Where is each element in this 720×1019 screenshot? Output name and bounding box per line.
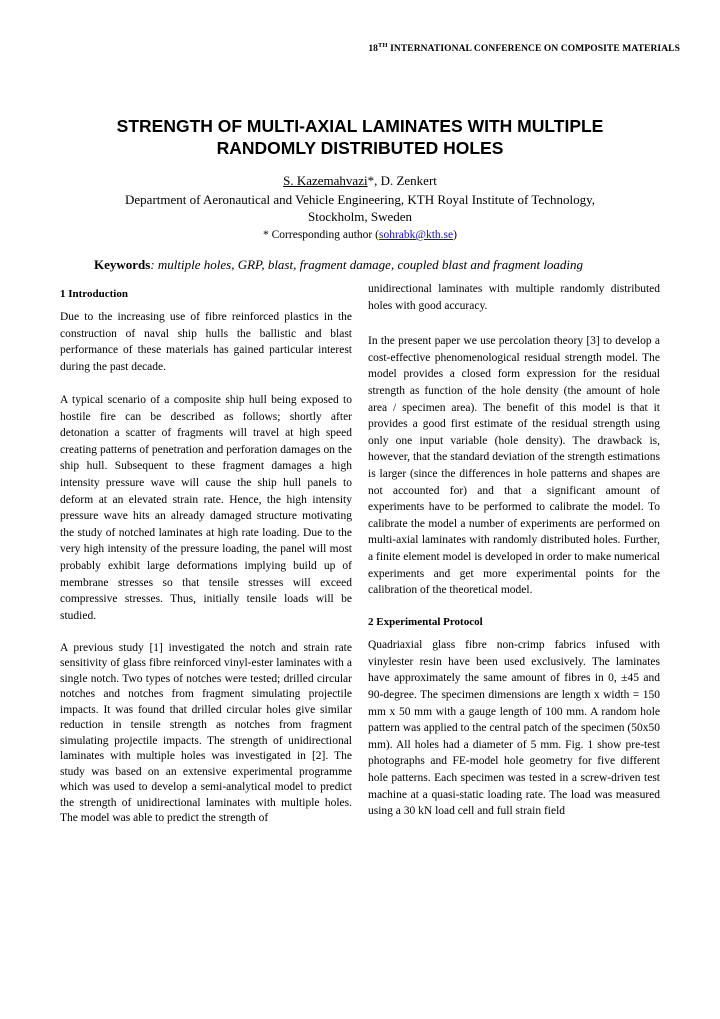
corresponding-prefix: * Corresponding author (	[263, 229, 379, 241]
email-link[interactable]: sohrabk@kth.se	[378, 229, 454, 241]
paper-title	[60, 115, 660, 159]
section-heading-introduction: 1 Introduction	[60, 288, 128, 300]
intro-paragraph-continued: unidirectional laminates with multiple randomly distributed holes with good accuracy.	[368, 283, 660, 312]
header-superscript: TH	[378, 42, 388, 49]
intro-paragraph-3: A previous study [1] investigated the notch and strain rate sensitivity of glass fibre reinforced vinyl-ester laminates with a single notch. Two types of notches were tested; drilled circular notches and notches from fragment simulating projectile impacts. It was found that drilled circular holes give similar reduction in tensile strength as notches from fragment simulating projectile impacts. The strength of unidirectional laminates with multiple holes was investigated in [2]. The study was based on an extensive experimental programme which was used to develop a semi-analytical model to predict the strength of unidirectional laminates with multiple holes. The model was able to predict the strength of	[60, 641, 352, 825]
title-line-2: RANDOMLY DISTRIBUTED HOLES	[216, 138, 504, 158]
header-rest: INTERNATIONAL CONFERENCE ON COMPOSITE MATERIALS	[387, 44, 680, 55]
intro-paragraph-1: Due to the increasing use of fibre reinforced plastics in the construction of naval ship hulls the ballistic and blast performance of these materials has gained particular interest during the past decade.	[60, 311, 352, 373]
keywords-text: : multiple holes, GRP, blast, fragment damage, coupled blast and fragment loading	[150, 257, 584, 272]
corresponding-suffix: )	[453, 229, 457, 241]
keywords-line	[94, 256, 654, 273]
title-line-1: STRENGTH OF MULTI-AXIAL LAMINATES WITH MULTIPLE	[116, 116, 604, 136]
left-column	[60, 281, 352, 843]
affiliation-line-1: Department of Aeronautical and Vehicle Engineering, KTH Royal Institute of Technology,	[125, 192, 595, 207]
intro-paragraph-4: In the present paper we use percolation theory [3] to develop a cost-effective phenomenological residual strength model. The model provides a closed form expression for the residual strength as function of the hole density (the amount of hole area / specimen area). The benefit of this model is that it provides a good first estimate of the residual strength using only one input variable (hole density). The drawback is, however, that the standard deviation of the strength estimations is larger (since the differences in hole patterns and shapes are not accounted for) and that a significant amount of experiments have to be performed to calibrate the model. To calibrate the model a number of experiments are performed on multi-axial laminates with randomly distributed holes. Further, a finite element model is developed in order to make numerical experiments and get more experimental points for the calibration of the theoretical model.	[368, 335, 660, 597]
affiliation-line-2: Stockholm, Sweden	[308, 209, 412, 224]
right-column	[368, 281, 660, 836]
section-heading-experimental-protocol: 2 Experimental Protocol	[368, 616, 483, 629]
conference-header	[250, 42, 680, 54]
header-prefix: 18	[368, 44, 379, 55]
intro-paragraph-2: A typical scenario of a composite ship hull being exposed to hostile fire can be described as follows; shortly after detonation a scatter of fragments will travel at high speed creating patterns of penetration and perforation damages on the ship hull. Subsequent to these fragment damages a high intensity pressure wave will cause the ship hull panels to deform at an elevated strain rate. Hence, the high intensity pressure wave hits an already damaged structure motivating the study of notched laminates at high rate loading. Due to the very high intensity of the pressure loading, the panel will most probably exhibit large deformations implying build up of membrane stresses so that tensile stresses will exceed compressive stresses. Thus, initially tensile loads will be studied.	[60, 393, 352, 622]
first-author: S. Kazemahvazi	[283, 173, 368, 188]
corresponding-author	[60, 228, 660, 242]
protocol-paragraph-1: Quadriaxial glass fibre non-crimp fabrics infused with vinylester resin have been used exclusively. The laminates have approximately the same amount of fibres in 0, ±45 and 90-degree. The specimen dimensions are length x width = 150 mm x 50 mm with a gauge length of 100 mm. A random hole pattern was applied to the central patch of the specimen (50x50 mm). All holes had a diameter of 5 mm. Fig. 1 show pre-test photographs and FE-model hole geometry for five different hole patterns. Each specimen was tested in a screw-driven test machine at a quasi-static loading rate. The load was measured using a 30 kN load cell and full strain field	[368, 639, 660, 818]
keywords-label: Keywords	[94, 257, 151, 272]
author-list	[60, 172, 660, 189]
affiliation	[60, 191, 660, 225]
other-authors: *, D. Zenkert	[367, 173, 437, 188]
